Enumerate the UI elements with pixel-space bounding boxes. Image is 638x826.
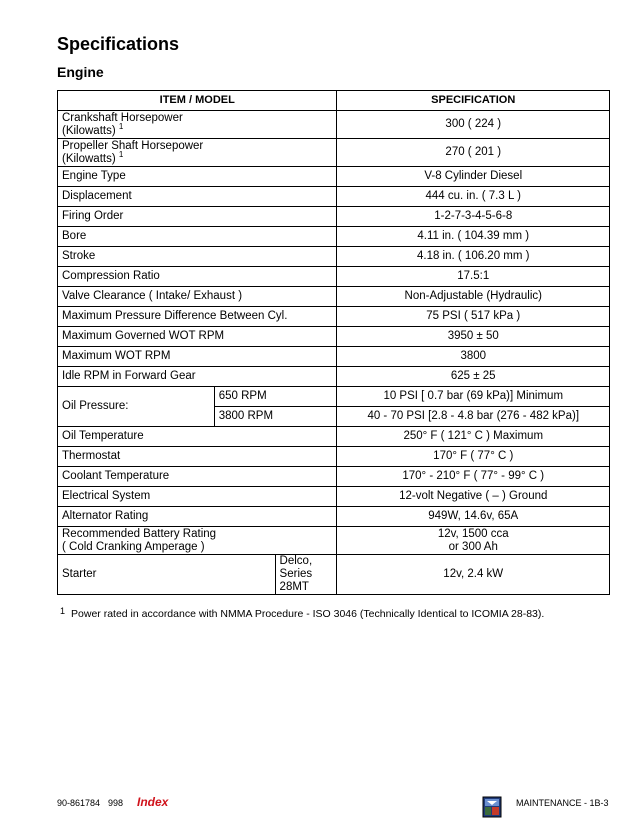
row-label: Thermostat bbox=[58, 447, 337, 467]
row-value: 170° F ( 77° C ) bbox=[337, 447, 610, 467]
row-label: Starter bbox=[58, 555, 276, 595]
page-title: Specifications bbox=[57, 34, 180, 54]
row-value: 3950 ± 50 bbox=[337, 327, 610, 347]
row-label: Oil Pressure: bbox=[58, 387, 215, 427]
header-item-model: ITEM / MODEL bbox=[58, 91, 337, 111]
row-label: Idle RPM in Forward Gear bbox=[58, 367, 337, 387]
table-row bbox=[58, 487, 610, 507]
row-label: Crankshaft Horsepower (Kilowatts) $^1$ bbox=[58, 111, 337, 139]
table-row bbox=[58, 447, 610, 467]
table-row bbox=[58, 327, 610, 347]
footnote-text: Power rated in accordance with NMMA Procedure - ISO 3046 (Technically Identical to ICOMIA 28-83). bbox=[71, 608, 545, 620]
table-header-row bbox=[58, 91, 610, 111]
table-row bbox=[58, 507, 610, 527]
section-subtitle: Engine bbox=[57, 64, 104, 80]
table-row bbox=[58, 367, 610, 387]
row-value: 625 ± 25 bbox=[337, 367, 610, 387]
row-value: 4.11 in. ( 104.39 mm ) bbox=[337, 227, 610, 247]
table-row bbox=[58, 247, 610, 267]
row-value: 12v, 1500 cca or 300 Ah bbox=[337, 527, 610, 555]
table-row bbox=[58, 287, 610, 307]
row-value: 4.18 in. ( 106.20 mm ) bbox=[337, 247, 610, 267]
row-value: 444 cu. in. ( 7.3 L ) bbox=[337, 187, 610, 207]
footer-section: MAINTENANCE - 1B-3 bbox=[516, 798, 609, 808]
row-value: 1-2-7-3-4-5-6-8 bbox=[337, 207, 610, 227]
row-value: 949W, 14.6v, 65A bbox=[337, 507, 610, 527]
table-row bbox=[58, 427, 610, 447]
table-row bbox=[58, 187, 610, 207]
row-value: 17.5:1 bbox=[337, 267, 610, 287]
row-value: 12-volt Negative ( – ) Ground bbox=[337, 487, 610, 507]
row-label: Recommended Battery Rating ( Cold Cranking Amperage ) bbox=[58, 527, 337, 555]
row-value: 10 PSI [ 0.7 bar (69 kPa)] Minimum bbox=[337, 387, 610, 407]
index-link[interactable]: Index bbox=[137, 795, 169, 809]
table-row bbox=[58, 227, 610, 247]
footer-doc-number: 90-861784 998 bbox=[57, 798, 124, 808]
row-label: Maximum WOT RPM bbox=[58, 347, 337, 367]
mercury-logo-icon bbox=[482, 796, 502, 818]
table-row bbox=[58, 167, 610, 187]
table-row bbox=[58, 307, 610, 327]
row-value: 12v, 2.4 kW bbox=[337, 555, 610, 595]
row-value: 270 ( 201 ) bbox=[337, 139, 610, 167]
row-label: Coolant Temperature bbox=[58, 467, 337, 487]
row-label: Bore bbox=[58, 227, 337, 247]
table-row bbox=[58, 267, 610, 287]
table-row bbox=[58, 207, 610, 227]
row-value: 250° F ( 121° C ) Maximum bbox=[337, 427, 610, 447]
table-row bbox=[58, 527, 610, 555]
row-value: 75 PSI ( 517 kPa ) bbox=[337, 307, 610, 327]
row-label: Engine Type bbox=[58, 167, 337, 187]
row-label: Valve Clearance ( Intake/ Exhaust ) bbox=[58, 287, 337, 307]
row-label: Propeller Shaft Horsepower (Kilowatts) $^1$ bbox=[58, 139, 337, 167]
row-value: 3800 bbox=[337, 347, 610, 367]
row-sublabel: Delco, Series 28MT bbox=[275, 555, 337, 595]
row-value: V-8 Cylinder Diesel bbox=[337, 167, 610, 187]
table-row bbox=[58, 347, 610, 367]
table-row bbox=[58, 387, 610, 407]
header-specification: SPECIFICATION bbox=[337, 91, 610, 111]
footnote-mark: 1 bbox=[60, 606, 66, 616]
row-label: Compression Ratio bbox=[58, 267, 337, 287]
row-sublabel: 3800 RPM bbox=[214, 407, 337, 427]
table-row bbox=[58, 467, 610, 487]
row-value: 300 ( 224 ) bbox=[337, 111, 610, 139]
table-row bbox=[58, 111, 610, 139]
row-label: Oil Temperature bbox=[58, 427, 337, 447]
footnote bbox=[60, 608, 544, 620]
row-label: Maximum Pressure Difference Between Cyl. bbox=[58, 307, 337, 327]
row-label: Firing Order bbox=[58, 207, 337, 227]
row-label: Electrical System bbox=[58, 487, 337, 507]
table-row bbox=[58, 139, 610, 167]
row-label: Displacement bbox=[58, 187, 337, 207]
row-label: Alternator Rating bbox=[58, 507, 337, 527]
row-label: Maximum Governed WOT RPM bbox=[58, 327, 337, 347]
row-value: 40 - 70 PSI [2.8 - 4.8 bar (276 - 482 kPa)] bbox=[337, 407, 610, 427]
row-label: Stroke bbox=[58, 247, 337, 267]
row-value: 170° - 210° F ( 77° - 99° C ) bbox=[337, 467, 610, 487]
row-sublabel: 650 RPM bbox=[214, 387, 337, 407]
engine-spec-table bbox=[57, 90, 610, 595]
row-value: Non-Adjustable (Hydraulic) bbox=[337, 287, 610, 307]
table-row bbox=[58, 555, 610, 595]
